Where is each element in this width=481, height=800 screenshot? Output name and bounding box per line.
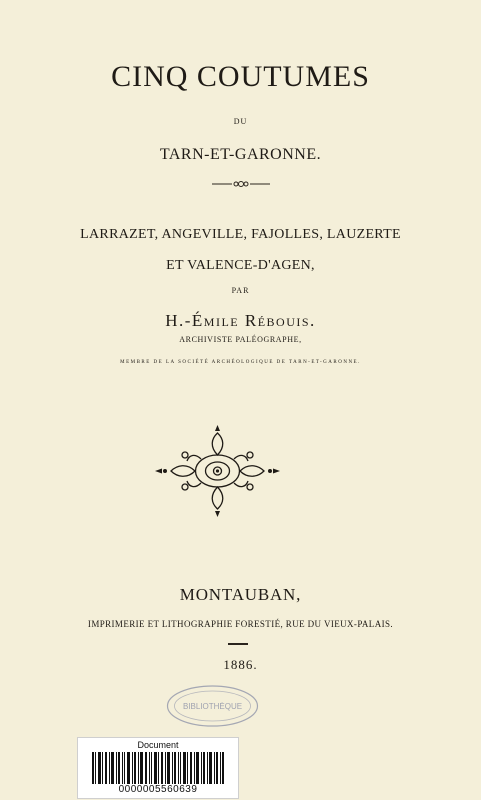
book-title: CINQ COUTUMES (111, 60, 370, 93)
publication-city: MONTAUBAN, (179, 585, 302, 604)
stamp-text: BIBLIOTHÈQUE (182, 702, 243, 711)
author-name: H.-Émile Rébouis. (165, 311, 316, 330)
barcode-number: 0000005560639 (118, 784, 198, 795)
fleuron-ornament-icon (155, 425, 280, 517)
author-membership: MEMBRE DE LA SOCIÉTÉ ARCHÉOLOGIQUE DE TARN-ET-GARONNE. (120, 360, 361, 365)
divider (228, 643, 248, 645)
publication-year: 1886. (223, 657, 258, 672)
author-role: ARCHIVISTE PALÉOGRAPHE, (179, 335, 302, 344)
library-stamp-icon (165, 684, 260, 728)
title-connector: DU (233, 117, 248, 126)
book-subtitle: TARN-ET-GARONNE. (159, 146, 322, 163)
ornamental-rule-icon (0, 179, 481, 189)
barcode-caption: Document (137, 740, 179, 750)
barcode-label (77, 737, 239, 799)
by-label: PAR (231, 286, 250, 295)
barcode-icon (92, 752, 224, 784)
printer-line: IMPRIMERIE ET LITHOGRAPHIE FORESTIÉ, RUE DU VIEUX-PALAIS. (87, 619, 394, 629)
places-line-1: LARRAZET, ANGEVILLE, FAJOLLES, LAUZERTE (80, 227, 401, 242)
places-line-2: ET VALENCE-D'AGEN, (166, 258, 315, 273)
